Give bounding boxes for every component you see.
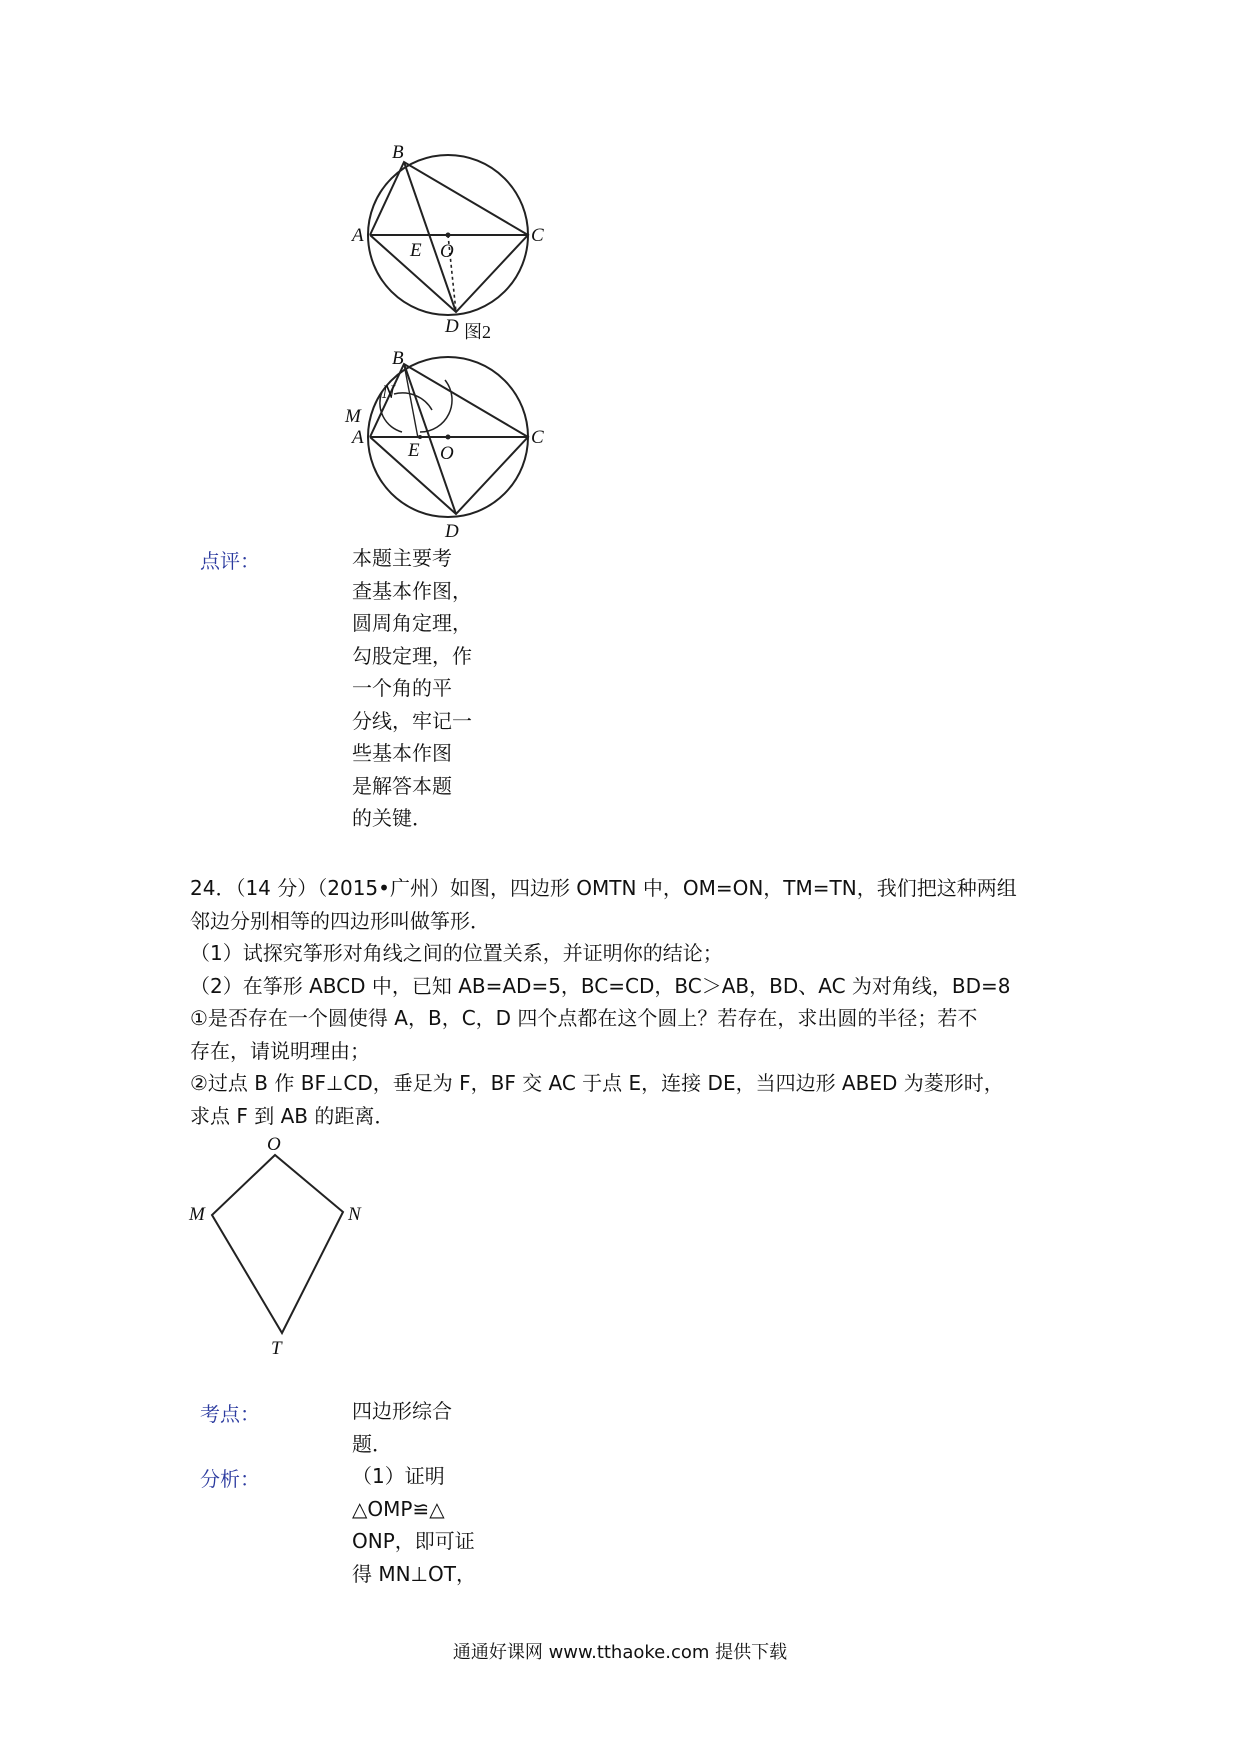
- problem-line: （1）试探究筝形对角线之间的位置关系，并证明你的结论；: [190, 941, 723, 965]
- problem-line: ②过点 B 作 BF⊥CD，垂足为 F，BF 交 AC 于点 E，连接 DE，当四边形 ABED 为菱形时，: [190, 1071, 1004, 1095]
- fenxi-label: 分析：: [200, 1467, 260, 1491]
- point-label-T: T: [271, 1338, 282, 1359]
- point-label-O: O: [440, 443, 454, 464]
- point-label-D: D: [445, 521, 459, 540]
- kaodian-text: [352, 1395, 502, 1460]
- fenxi-text: [352, 1460, 502, 1590]
- comment-line: 勾股定理，作: [352, 643, 472, 668]
- problem-line: ①是否存在一个圆使得 A，B，C，D 四个点都在这个圆上？若存在，求出圆的半径；若不: [190, 1006, 978, 1030]
- comment-line: 一个角的平: [352, 676, 452, 700]
- problem-line: 邻边分别相等的四边形叫做筝形．: [190, 908, 490, 933]
- comment-line: 本题主要考: [352, 546, 452, 570]
- kaodian-line: 题．: [352, 1431, 392, 1456]
- point-label-O: O: [440, 241, 454, 262]
- problem-line: 存在，请说明理由；: [190, 1038, 370, 1063]
- comment-label: 点评：: [200, 549, 260, 573]
- fenxi-line: 得 MN⊥OT，: [352, 1561, 476, 1586]
- figure-circle-1: [340, 140, 560, 355]
- problem-line: 24．（14 分）（2015•广州）如图，四边形 OMTN 中，OM=ON，TM=TN，我们把这种两组: [190, 876, 1017, 900]
- point-label-B: B: [392, 142, 404, 163]
- kaodian-line: 四边形综合: [352, 1399, 452, 1423]
- point-label-D: D: [445, 316, 459, 337]
- point-label-M: M: [189, 1204, 205, 1225]
- kaodian-label: 考点：: [200, 1402, 260, 1426]
- comment-line: 些基本作图: [352, 741, 452, 765]
- comment-text: [352, 542, 502, 835]
- figure-kite: [185, 1130, 385, 1365]
- figure-caption: 图2: [464, 322, 491, 342]
- point-label-N: N: [348, 1204, 361, 1225]
- point-label-A: A: [352, 225, 364, 246]
- point-label-M: M: [345, 406, 361, 427]
- problem-line: 求点 F 到 AB 的距离．: [190, 1103, 395, 1128]
- point-label-E: E: [410, 240, 422, 261]
- problem-line: （2）在筝形 ABCD 中，已知 AB=AD=5，BC=CD，BC＞AB，BD、AC 为对角线，BD=8: [190, 973, 1011, 998]
- point-label-O: O: [267, 1134, 281, 1155]
- page-footer: 通通好课网 www.tthaoke.com 提供下载: [452, 1642, 788, 1663]
- point-label-N: N: [382, 382, 395, 403]
- fenxi-line: △OMP≌△: [352, 1496, 445, 1521]
- fenxi-line: （1）证明: [352, 1464, 445, 1488]
- fenxi-line: ONP，即可证: [352, 1529, 475, 1553]
- figure-circle-2: [340, 350, 560, 540]
- comment-line: 是解答本题: [352, 773, 452, 798]
- point-label-C: C: [531, 225, 544, 246]
- comment-line: 分线，牢记一: [352, 708, 472, 733]
- point-label-B: B: [392, 350, 404, 369]
- point-label-E: E: [408, 440, 420, 461]
- comment-line: 查基本作图，: [352, 578, 472, 603]
- point-label-C: C: [531, 427, 544, 448]
- point-label-A: A: [352, 427, 364, 448]
- problem-24: [190, 872, 1070, 1132]
- comment-line: 圆周角定理，: [352, 611, 472, 635]
- comment-line: 的关键．: [352, 806, 432, 830]
